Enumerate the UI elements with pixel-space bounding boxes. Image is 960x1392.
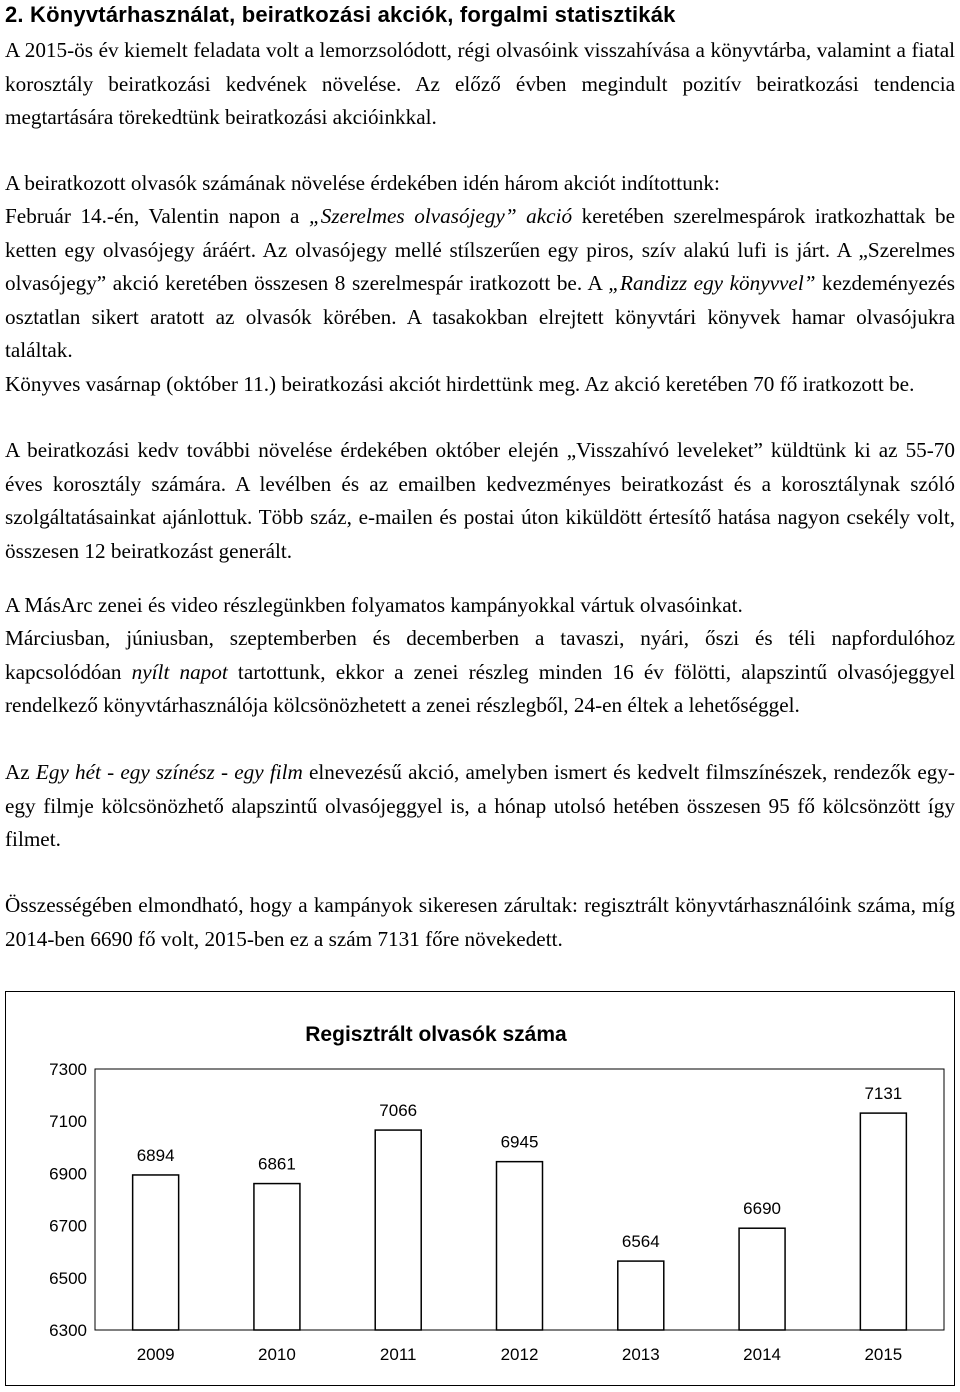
- bar: [860, 1113, 906, 1330]
- paragraph-valentine: [5, 200, 955, 368]
- section-heading: 2. Könyvtárhasználat, beiratkozási akciók, forgalmi statisztikák: [5, 2, 676, 27]
- paragraph-summary: Összességében elmondható, hogy a kampányok sikeresen zárultak: regisztrált könyvtárhasználóink száma, míg 2014-ben 6690 fő volt, 2015-ben ez a szám 7131 főre növekedett.: [5, 893, 955, 951]
- bar: [133, 1175, 179, 1330]
- y-tick-label: 6500: [49, 1268, 87, 1288]
- bar: [254, 1184, 300, 1330]
- x-tick-label: 2011: [379, 1345, 417, 1364]
- italic-text-run: nyílt napot: [131, 659, 228, 684]
- x-tick-label: 2009: [136, 1345, 175, 1364]
- paragraph-one-week-one-actor: [5, 756, 955, 857]
- bar: [618, 1261, 664, 1330]
- bar-value-label: 6945: [500, 1132, 539, 1152]
- text-run: Márciusban, júniusban, szeptemberben és decemberben a tavaszi, nyári, őszi és téli napfordulóhoz kapcsolódóan: [5, 626, 955, 684]
- bar: [739, 1228, 785, 1330]
- y-tick-label: 7300: [49, 1060, 87, 1079]
- paragraph-book-sunday: Könyves vasárnap (október 11.) beiratkozási akciót hirdettünk meg. Az akció keretében 70 fő iratkozott be.: [5, 372, 915, 396]
- text-run: Február 14.-én, Valentin napon a: [5, 204, 309, 228]
- x-tick-label: 2014: [743, 1345, 781, 1364]
- x-tick-label: 2010: [258, 1345, 296, 1364]
- bar-value-label: 6861: [258, 1154, 296, 1174]
- x-tick-label: 2015: [864, 1345, 903, 1364]
- paragraph-open-days: [5, 622, 955, 723]
- bar-value-label: 6564: [621, 1232, 660, 1252]
- italic-text-run: Egy hét - egy színész - egy film: [35, 760, 303, 784]
- text-run: tartottunk, ekkor a zenei részleg minden 16 év fölötti, alapszintű olvasójeggyel rendelkező könyvtárhasználója kölcsönözhetett a zenei részlegből, 24-en éltek a lehetőséggel.: [5, 659, 955, 717]
- paragraph-recall-letters: A beiratkozási kedv további növelése érdekében október elején „Visszahívó leveleket” küldtünk ki az 55-70 éves korosztály számára. A levélben és az emailben kedvezményes beiratkozást és a korosztálynak szóló szolgáltatásainkat ajánlottuk. Több száz, e-mailen és postai úton kiküldött értesítő hatása nagyon csekély volt, összesen 12 beiratkozást generált.: [5, 438, 955, 563]
- bar-chart: [6, 992, 956, 1387]
- bar-value-label: 6690: [743, 1199, 781, 1219]
- y-tick-label: 7100: [49, 1112, 87, 1132]
- y-tick-label: 6700: [49, 1216, 87, 1236]
- bar-value-label: 7131: [864, 1084, 903, 1104]
- y-tick-label: 6300: [49, 1321, 87, 1340]
- bar: [497, 1162, 543, 1330]
- paragraph-actions-intro: A beiratkozott olvasók számának növelése érdekében idén három akciót indítottunk:: [5, 171, 720, 195]
- paragraph-masarc: A MásArc zenei és video részlegünkben folyamatos kampányokkal vártuk olvasóinkat.: [5, 593, 743, 617]
- chart-frame: [5, 991, 955, 1386]
- text-run: keretében szerelmespárok iratkozhattak be ketten egy olvasójegy áráért. Az olvasójegy mellé stílszerűen egy piros, szív alakú lufi is járt. A „Szerelmes olvasójegy” akció keretében összesen 8 szerelmespár iratkozott be. A: [5, 204, 956, 295]
- x-tick-label: 2013: [621, 1345, 660, 1364]
- bar: [375, 1130, 421, 1330]
- text-run: kezdeményezés osztatlan sikert aratott az olvasók körében. A tasakokban elrejtett könyvtári könyvek hamar olvasójukra találtak.: [5, 271, 955, 362]
- y-tick-label: 6900: [49, 1164, 87, 1184]
- bar-value-label: 7066: [379, 1101, 418, 1121]
- chart-title: Regisztrált olvasók száma: [305, 1023, 567, 1046]
- x-tick-label: 2012: [500, 1345, 539, 1364]
- italic-text-run: „Randizz egy könyvvel”: [608, 271, 816, 295]
- bar-value-label: 6894: [136, 1145, 175, 1165]
- text-run: Az: [5, 760, 36, 784]
- paragraph-intro: A 2015-ös év kiemelt feladata volt a lemorzsolódott, régi olvasóink visszahívása a könyvtárba, valamint a fiatal korosztály beiratkozási kedvének növelése. Az előző évben megindult pozitív beiratkozási tendencia megtartására törekedtünk beiratkozási akcióinkkal.: [5, 38, 955, 129]
- text-run: elnevezésű akció, amelyben ismert és kedvelt filmszínészek, rendezők egy-egy filmje kölcsönözhető alapszintű olvasójeggyel is, a hónap utolsó hetében összesen 95 fő kölcsönzött így filmet.: [5, 760, 955, 851]
- italic-text-run: „Szerelmes olvasójegy” akció: [308, 204, 573, 228]
